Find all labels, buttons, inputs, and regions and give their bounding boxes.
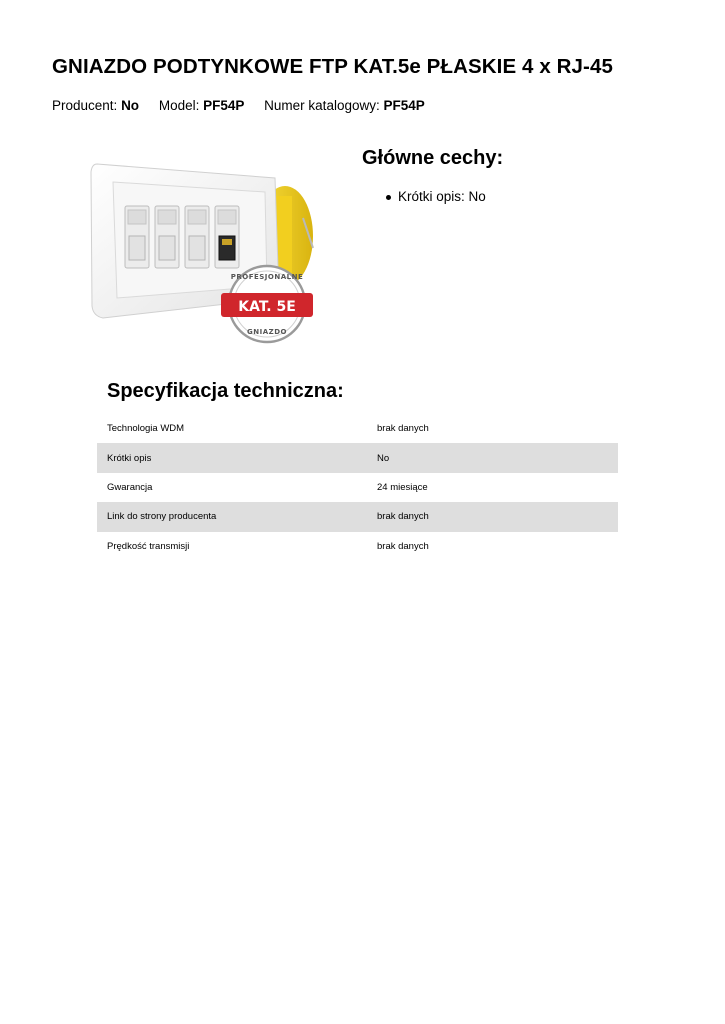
badge-text: KAT. 5E <box>238 299 296 315</box>
spec-table <box>97 414 618 561</box>
page-title: GNIAZDO PODTYNKOWE FTP KAT.5e PŁASKIE 4 x RJ-45 <box>52 55 613 78</box>
model-field <box>159 98 248 113</box>
catalog-value: PF54P <box>383 98 425 113</box>
kat5e-badge <box>221 266 313 342</box>
producer-field <box>52 98 143 113</box>
spec-value: No <box>367 443 618 472</box>
table-row <box>97 414 618 443</box>
feature-item <box>386 189 486 204</box>
spec-name: Prędkość transmisji <box>107 540 190 552</box>
table-row <box>97 502 618 531</box>
badge-top-text: PROFESJONALNE <box>230 273 304 281</box>
badge-bottom-text: GNIAZDO <box>247 328 287 336</box>
spec-value: brak danych <box>377 423 429 435</box>
spec-name: Krótki opis <box>97 443 367 472</box>
table-row <box>97 473 618 502</box>
features-list <box>386 189 486 204</box>
features-heading: Główne cechy: <box>362 147 504 169</box>
spec-value: 24 miesiące <box>377 481 428 493</box>
table-row <box>97 443 618 472</box>
model-label: Model: <box>158 98 200 113</box>
producer-label: Producent: <box>52 98 118 113</box>
product-image <box>87 148 327 348</box>
spec-value: brak danych <box>377 540 429 552</box>
model-value: PF54P <box>203 98 245 113</box>
spec-name: Link do strony producenta <box>97 502 367 531</box>
spec-value: brak danych <box>367 502 618 531</box>
spec-heading: Specyfikacja techniczna: <box>107 380 344 402</box>
feature-label: Krótki opis: <box>398 189 465 204</box>
catalog-number-field <box>264 98 425 113</box>
product-meta <box>52 98 441 113</box>
producer-value: No <box>121 98 140 113</box>
table-row <box>97 532 618 561</box>
feature-value: No <box>468 189 486 204</box>
spec-name: Gwarancja <box>107 481 153 493</box>
spec-name: Technologia WDM <box>107 423 185 435</box>
catalog-label: Numer katalogowy: <box>264 98 380 113</box>
